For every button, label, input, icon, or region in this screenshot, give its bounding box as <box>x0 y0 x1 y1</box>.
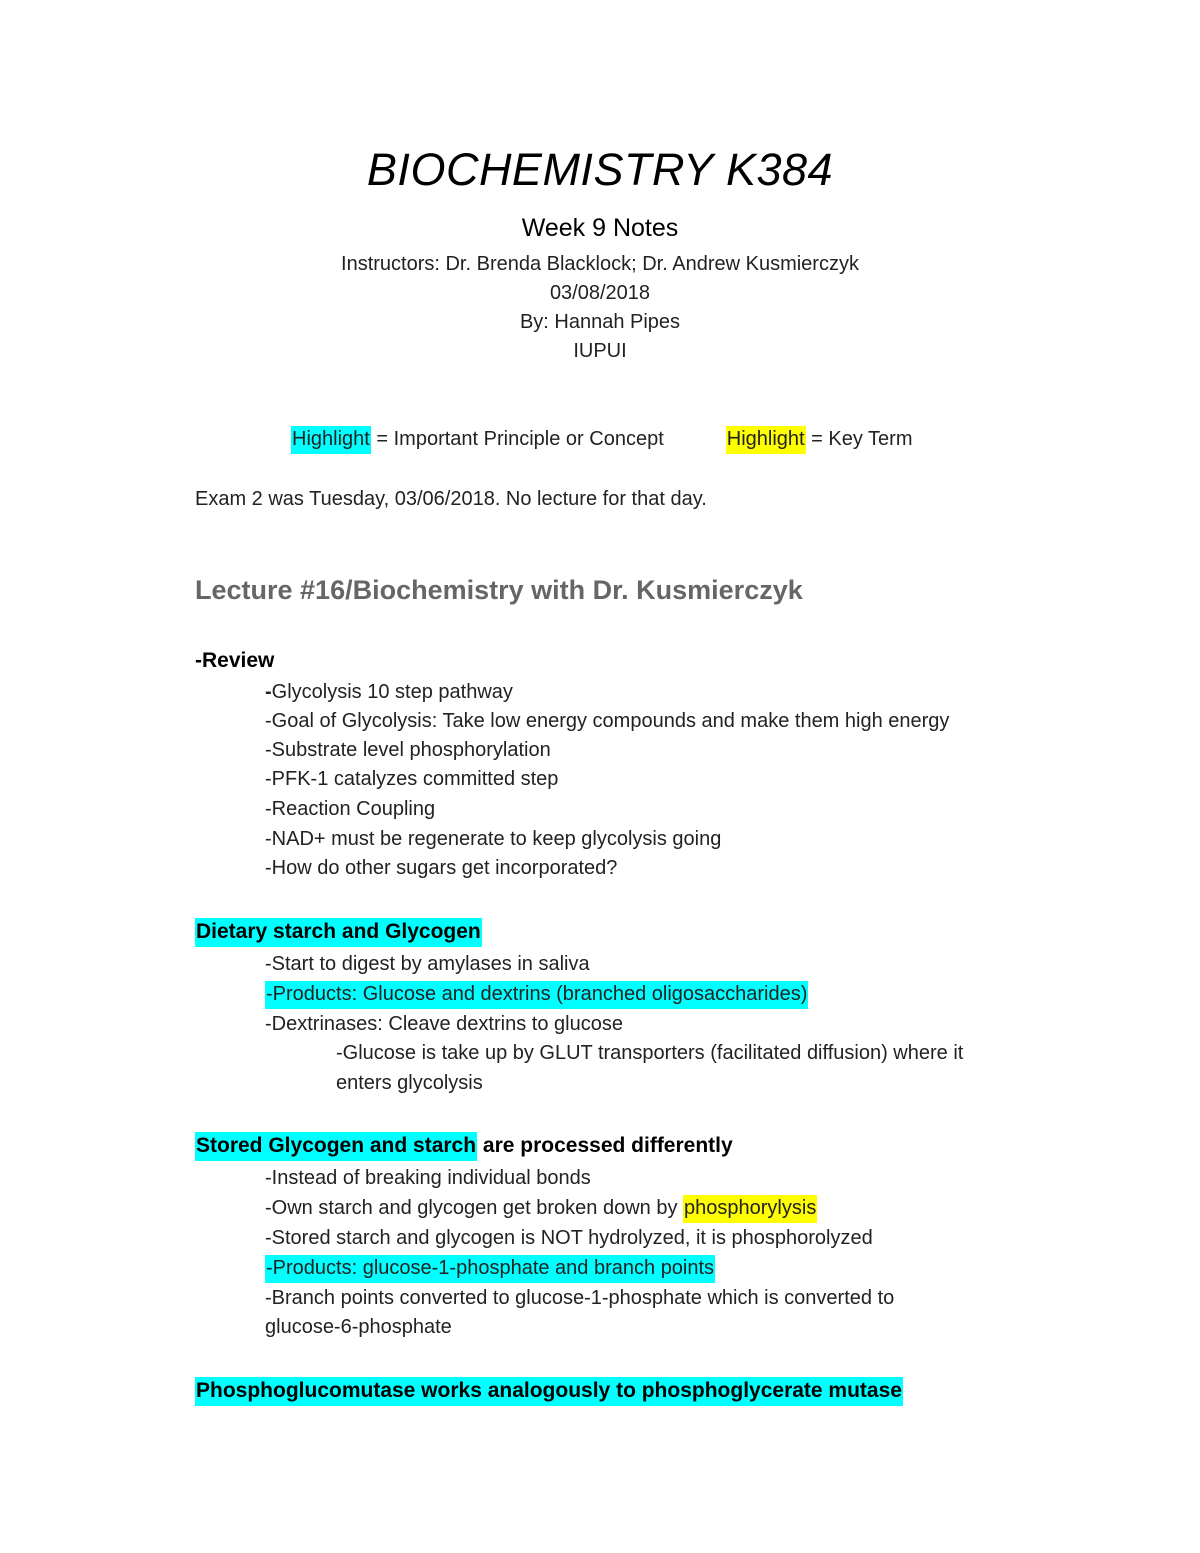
lecture-heading: Lecture #16/Biochemistry with Dr. Kusmierczyk <box>195 575 803 605</box>
concept-highlight-sample: Highlight <box>291 426 371 454</box>
dietary-item: -Start to digest by amylases in saliva <box>265 953 590 975</box>
concept-highlight-meaning: = Important Principle or Concept <box>370 428 664 450</box>
review-heading: -Review <box>195 649 275 672</box>
stored-item: -Products: glucose-1-phosphate and branch points <box>265 1258 715 1278</box>
institution-line: IUPUI <box>573 340 627 362</box>
exam-note: Exam 2 was Tuesday, 03/06/2018. No lecture for that day. <box>195 488 707 510</box>
review-item: -Reaction Coupling <box>265 798 436 820</box>
stored-glycogen-heading: Stored Glycogen and starch are processed differently <box>195 1135 733 1156</box>
key-term-highlight-sample: Highlight <box>726 426 806 454</box>
key-term-phosphorylysis: phosphorylysis <box>683 1195 817 1223</box>
key-term-highlight-meaning: = Key Term <box>805 428 913 450</box>
dietary-subitem: -Glucose is take up by GLUT transporters (facilitated diffusion) where it <box>336 1042 964 1064</box>
stored-item: -Own starch and glycogen get broken down by phosphorylysis <box>265 1198 817 1218</box>
document-subtitle: Week 9 Notes <box>521 214 679 242</box>
phosphoglucomutase-heading: Phosphoglucomutase works analogously to phosphoglycerate mutase <box>195 1380 903 1401</box>
review-item-text: Glycolysis 10 step pathway <box>271 681 513 703</box>
highlight-legend <box>291 429 912 449</box>
review-item-dash: - <box>265 681 272 703</box>
stored-item: -Instead of breaking individual bonds <box>265 1167 591 1189</box>
document-title: BIOCHEMISTRY K384 <box>366 144 834 195</box>
review-item <box>265 682 513 702</box>
author-line: By: Hannah Pipes <box>519 311 681 333</box>
stored-item: -Branch points converted to glucose-1-phosphate which is converted to <box>265 1287 895 1309</box>
stored-item-continued: glucose-6-phosphate <box>265 1316 452 1338</box>
review-item: -Goal of Glycolysis: Take low energy compounds and make them high energy <box>265 710 950 732</box>
date-line: 03/08/2018 <box>549 282 651 304</box>
review-item: -How do other sugars get incorporated? <box>265 857 618 879</box>
dietary-item: -Dextrinases: Cleave dextrins to glucose <box>265 1013 623 1035</box>
instructors-line: Instructors: Dr. Brenda Blacklock; Dr. Andrew Kusmierczyk <box>341 253 859 275</box>
dietary-item: -Products: Glucose and dextrins (branched oligosaccharides) <box>265 984 808 1004</box>
review-item: -PFK-1 catalyzes committed step <box>265 768 559 790</box>
dietary-subitem-continued: enters glycolysis <box>336 1072 483 1094</box>
review-item: -NAD+ must be regenerate to keep glycolysis going <box>265 828 722 850</box>
stored-item: -Stored starch and glycogen is NOT hydrolyzed, it is phosphorolyzed <box>265 1227 873 1249</box>
dietary-starch-heading: Dietary starch and Glycogen <box>195 921 482 942</box>
review-item: -Substrate level phosphorylation <box>265 739 551 761</box>
